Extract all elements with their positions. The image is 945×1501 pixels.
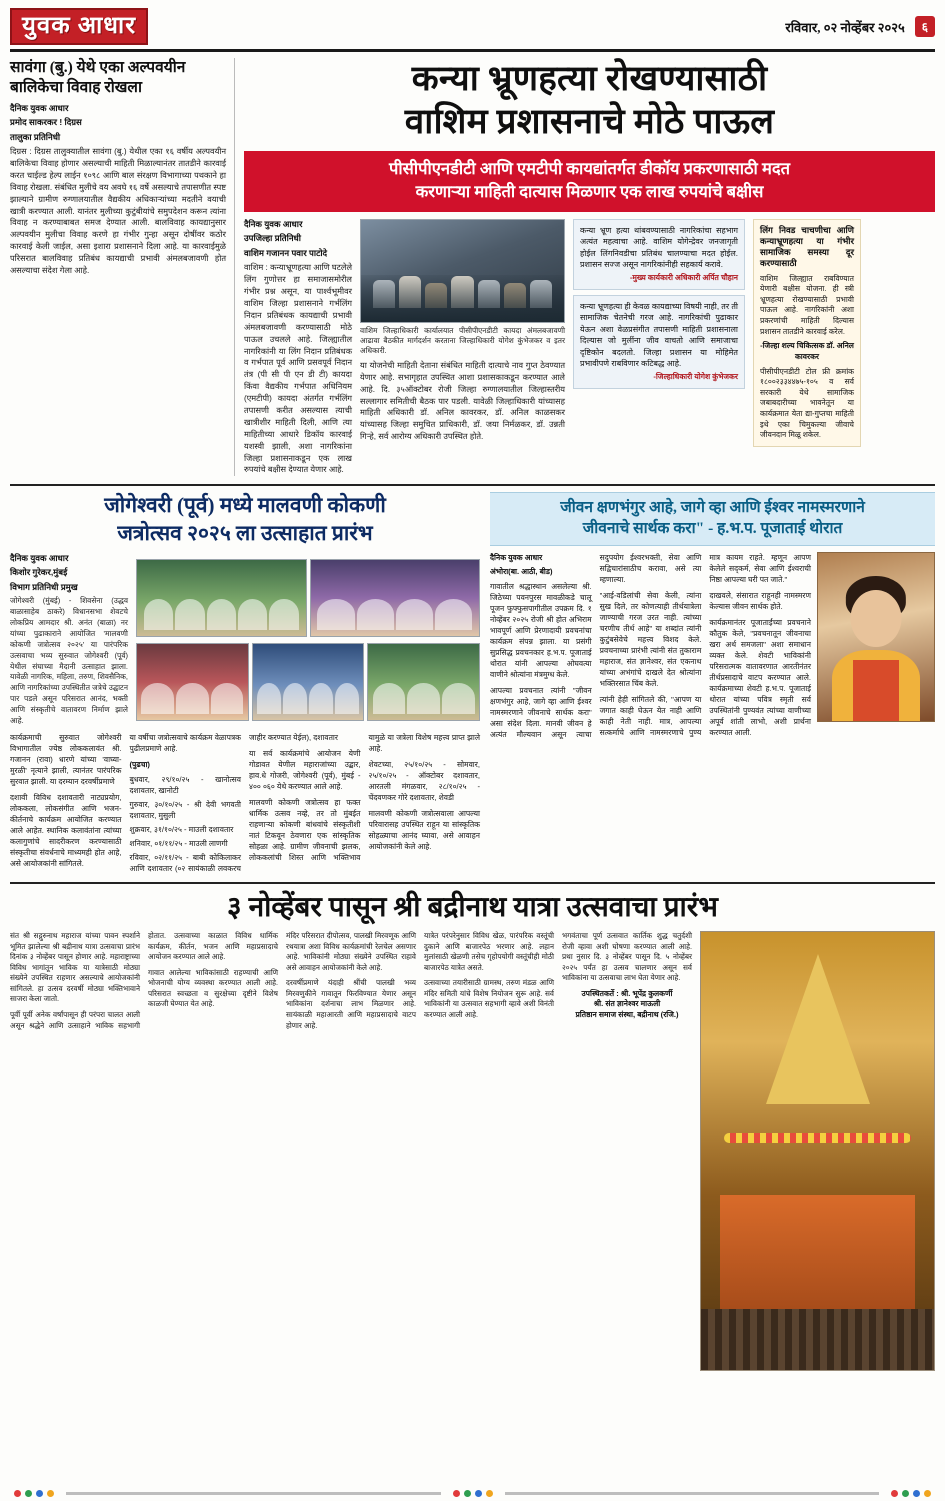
main-headline-line1: कन्या भ्रूणहत्या रोखण्यासाठी — [411, 59, 768, 98]
footer-registration-marks — [0, 1490, 945, 1497]
festival-photo-1 — [136, 559, 307, 637]
mid-right-text — [490, 552, 811, 740]
bottom-p3: गावात आलेल्या भाविकांसाठी राहण्याची आणि भोजनाची योग्य व्यवस्था करण्यात आली आहे. परिसरात स्वच्छता व सुरक्षेच्या दृष्टीने विशेष काळजी घेण्यात येत आहे. — [148, 967, 278, 1009]
bottom-headline: ३ नोव्हेंबर पासून श्री बद्रीनाथ यात्रा उत्सवाचा प्रारंभ — [227, 891, 718, 923]
bottom-text-columns — [10, 931, 692, 1371]
bottom-p6: यात्रेत परंपरेनुसार विविध खेळ, पारंपरिक वस्तूंची दुकाने आणि बाजारपेठ भरणार आहे. लहान मुलांसाठी खेळणी तसेच गृहोपयोगी वस्तूंचीही मोठी बाजारपेठ यात्रेत असते. — [424, 930, 554, 972]
mid-left-headline-1: जोगेश्वरी (पूर्व) मध्ये मालवणी कोकणी — [104, 493, 386, 518]
mid-left-photo-col — [136, 553, 480, 727]
speaker-portrait-photo — [817, 552, 935, 722]
main-col-photo — [360, 219, 565, 476]
bottom-p7: उत्सवाच्या तयारीसाठी ग्रामस्थ, तरुण मंडळ आणि मंदिर समिती यांचे विशेष नियोजन सुरू आहे. सर्व भाविकांनी या उत्सवात सहभागी व्हावे अशी विनंती करण्यात आली आहे. — [424, 978, 554, 1019]
mid-left-article — [10, 492, 480, 874]
temple-chariot-photo — [700, 931, 935, 1371]
left-article-body: दिग्रस : दिग्रस तालुक्यातील सावंगा (बु.) येथील एका १६ वर्षीय अल्पवयीन बालिकेचा विवाह होणार असल्याची माहिती मिळाल्यानंतर तातडीने कारवाई करत चाईल्ड हेल्प लाईन १०९८ आणि बाल संरक्षण विभागाच्या पथकाने हा विवाह रोखला. संबंधित मुलीचे वय अवघे १६ वर्षे असल्याचे तपासणीत स्पष्ट झाल्याने ग्रामीण रुग्णालयातील वैद्यकीय अधिकाऱ्यांच्या मदतीने वयाची खात्री करण्यात आली. यानंतर मुलीच्या कुटुंबीयांचे समुपदेशन करून त्यांना विवाह न करण्याबाबत समज देण्यात आली. बालविवाह कायद्यानुसार अल्पवयीन मुलीचा विवाह करणे हा गंभीर गुन्हा असून दोषींवर कठोर कारवाई केली जाईल, असा इशारा प्रशासनाने दिला आहे. या कारवाईमुळे परिसरात बालविवाह प्रतिबंध कायद्याची प्रभावी अंमलबजावणी होत असल्याचा संदेश गेला आहे. — [10, 147, 226, 275]
banner-line-1: पीसीपीएनडीटी आणि एमटीपी कायद्यांतर्गत डीकॉय प्रकरणासाठी मदत — [389, 159, 790, 179]
schedule-item: शुक्रवार, ३१/१०/२५ - माउली दशावतार — [129, 824, 234, 834]
mid-right-p3: "आई-वडिलांची सेवा केली, त्यांना सुख दिले, तर कोणत्याही तीर्थयात्रेला जाण्याची गरज उरत नाही. त्यांच्या चरणीच तीर्थ आहे" या शब्दांत त्यांनी कुटुंबसेवेचे महत्त्व विशद केले. प्रवचनाच्या प्रारंभी त्यांनी संत तुकाराम महाराज, संत ज्ञानेश्वर, संत एकनाथ यांच्या अभंगांचे दाखले देत श्रोत्यांना भक्तिरसात चिंब केले. — [599, 590, 702, 688]
mid-left-schedule-heading: (पुढचा) — [129, 759, 150, 769]
footer-bar — [66, 1492, 441, 1495]
schedule-item: शनिवार, ०१/११/२५ - माउली लाणगी — [129, 838, 228, 848]
footer-dots-center — [453, 1490, 493, 1497]
mid-left-footer-left: शेवटच्या, २५/१०/२५ - सोमवार, २५/१०/२५ - ऑक्टोबर दशावतार, आरतली मंगळवार, २८/१०/२५ - चेंदवणकर गोरे दशावतार, शेवडी — [368, 759, 480, 802]
mid-left-p1: जोगेश्वरी (मुंबई) - शिवसेना (उद्धव बाळासाहेब ठाकरे) विधानसभा शेवटचे लोकप्रिय आमदार श्री. अनंत (बाळा) नर यांच्या पुढाकाराने आयोजित 'मालवणी कोकणी जत्रोत्सव २०२५' या पारंपरिक उत्सवाचा भव्य सुरुवात जोगेश्वरी (पूर्व) येथील संघाच्या मैदानी उत्साहात झाला. यावेळी नागरिक, महिला, तरुण, शिवसैनिक, आणि नागरिकांच्या उपस्थितीत जत्रेचे उद्घाटन पार पडले असून परिसरात आनंद, भक्ती आणि संस्कृतीचे वातावरण निर्माण झाले आहे. — [10, 596, 128, 725]
main-byline-1: दैनिक युवक आधार — [244, 218, 303, 229]
banner-line-2: करणाऱ्या माहिती दात्यास मिळणार एक लाख रुपयांचे बक्षीस — [415, 182, 764, 202]
mid-section — [10, 492, 935, 874]
mid-right-p2: आपल्या प्रवचनात त्यांनी "जीवन क्षणभंगुर आहे, जागे व्हा आणि ईश्वर नामस्मरणाने जीवनाचे सार्थक करा" असा संदेश दिला. मानवी जीवन हे अत्यंत मौल्यवान असून त्याचा सदुपयोग ईश्वरभक्ती, सेवा आणि सद्विचारांसाठीच करावा, असे त्या म्हणाल्या. — [490, 552, 702, 739]
mid-right-headline-2: जीवनाचे सार्थक करा" - ह.भ.प. पूजाताई थोरात — [582, 519, 843, 537]
left-byline-3: तालुका प्रतिनिधी — [10, 131, 61, 142]
mid-left-byline-2: किशोर गुरेकर,मुंबई — [10, 567, 68, 578]
side-box-p2: पीसीपीएनडीटी टोल फ्री क्रमांक १८००२३३४४७५-१०५ व सर्व सरकारी येथे सामाजिक जबाबदारीच्या भावनेतून या कार्यक्रमात येता द्या-गुप्तचा माहिती इथे एका चिमुकल्या जीवाचे जीवनदान मिळू शकेल. — [760, 366, 854, 440]
left-article-headline: सावंगा (बु.) येथे एका अल्पवयीन बालिकेचा विवाह रोखला — [10, 59, 186, 96]
schedule-item: रविवार, ०२/११/२५ - बाबी कोकिलाकर आणि दशावतार (०२ सायंकाळी लवकरच जाहीर करण्यात येईल), दशावतार — [129, 732, 338, 873]
quote-attrib-2: -जिल्हाधिकारी योगेश कुंभेजकर — [653, 372, 738, 382]
main-article-intro: वाशिम : कन्याभ्रूणहत्या आणि घटलेले लिंग गुणोत्तर हा समाजासमोरील गंभीर प्रश्न असून, या पार्श्वभूमीवर वाशिम जिल्हा प्रशासनाने गर्भलिंग निदान प्रतिबंधक कायद्याची प्रभावी अंमलबजावणी करण्यासाठी मोठे पाऊल उचलले आहे. जिल्ह्यातील नागरिकांनी या लिंग निदान प्रतिबंधक व गर्भपात पूर्व आणि प्रसवपूर्व निदान तंत्र (पी सी पी एन डी टी) कायदा किंवा वैद्यकीय गर्भपात अधिनियम (एमटीपी) कायदा अंतर्गत गर्भलिंग तपासणी करीत असल्यास त्याची खात्रीशीर माहिती दिली, आणि त्या माहितीच्या आधारे डिकॉय कारवाई यशस्वी झाली, अशा नागरिकांना जिल्हा प्रशासनाकडून एक लाख रुपयांचे बक्षीस देण्यात येणार आहे. — [244, 263, 352, 475]
mid-right-byline-1: दैनिक युवक आधार — [490, 552, 543, 562]
portrait-scarf — [853, 660, 899, 720]
bottom-p8: भगवंताचा पूर्ण उत्सवात कार्तिक शुद्ध चतुर्दशी रोजी व्हावा अशी घोषणा करण्यात आली आहे. प्रथा नुसार दि. ३ नोव्हेंबर पासून दि. ५ नोव्हेंबर २०२५ पर्यंत हा उत्सव चालणार असून सर्व भाविकांना या उत्सवाचा लाभ घेता येणार आहे. — [562, 930, 692, 983]
main-byline-3: वाशिम गजानन पवार पाटोदे — [244, 247, 328, 258]
photo-people-row — [373, 273, 552, 308]
quote-box-collector — [573, 295, 745, 389]
side-box-name: -जिल्हा शल्य चिकित्सक डॉ. अनिल कावरकर — [760, 341, 854, 361]
main-col-b-text: या योजनेची माहिती देताना संबंधित माहिती दात्याचे नाव गुप्त ठेवण्यात येणार आहे. सभागृहात उपस्थित आशा प्रशासकाकडून करण्यात आले आहे. दि. ३५ऑक्टोबर रोजी जिल्हा रुग्णालयातील जिल्हास्तरीय सल्लागार समितीची बैठक पार पडली. यावेळी जिल्हाधिकारी यांच्यासह माहिती अधिकारी डॉ. अनिल कावरकर, डॉ. अनिल काळसकर यांच्यासह जिल्हा समुचित प्राधिकारी, डॉ. जया निर्मळकर, डॉ. उन्नती गिऱ्हे, सर्व आरोग्य अधिकारी उपस्थित होते. — [360, 360, 565, 442]
main-subheading-banner — [244, 151, 935, 212]
mid-right-article — [490, 492, 935, 874]
left-byline-1: दैनिक युवक आधार — [10, 102, 69, 113]
newspaper-logo — [10, 8, 148, 45]
masthead-right — [785, 16, 935, 37]
main-col-sidebox — [753, 219, 861, 476]
masthead — [10, 8, 935, 52]
temple-crowd — [701, 1309, 934, 1370]
mid-left-p6: मालवणी कोकणी जत्रोत्सव हा फक्त धार्मिक उत्सव नव्हे, तर तो मुंबईत राहणाऱ्या कोकणी बांधवांचे संस्कृतीशी नातं टिकवून ठेवणारा एक सांस्कृतिक सोहळा आहे. ग्रामीण जीवनाची झलक, लोककलांची शिस्त आणि भक्तिभाव यामुळे या जत्रेला विशेष महत्त्व प्राप्त झाले आहे. — [249, 732, 480, 862]
mid-left-p4: या वर्षीचा जत्रोत्सवाचे कार्यक्रम वेळापत्रक पुढीलप्रमाणे आहे. — [129, 732, 241, 753]
page-number-badge: ६ — [915, 16, 935, 37]
portrait-face — [850, 590, 901, 647]
quote-text-1: कन्या भ्रूण हत्या थांबवण्यासाठी नागरिकांचा सहभाग अत्यंत महत्वाचा आहे. वाशिम योगेन्द्रेवर जनजागृती होईल लिंगनिवडीचा प्रतिबंध चालण्याचा मदत होईल. प्रशासन सज्ज असून नागरिकांनीही सहकार्य करावे. — [580, 225, 738, 269]
section-divider-2 — [10, 882, 935, 884]
main-headline-line2: वाशिम प्रशासनाचे मोठे पाऊल — [404, 101, 775, 141]
bottom-section — [10, 890, 935, 1371]
mid-right-byline-2: अंभोरा(बा. आठी, बीड) — [490, 566, 553, 576]
mid-left-footer-right: मालवणी कोकणी जत्रोत्सवाला आपल्या परिवारासह उपस्थित राहून या सांस्कृतिक सोहळ्याचा आनंद घ्यावा, असे आवाहन आयोजकांनी केले आहे. — [368, 808, 480, 851]
mid-left-headline-2: जत्रोत्सव २०२५ ला उत्साहात प्रारंभ — [117, 520, 373, 545]
quote-text-2: कन्या भ्रूणहत्या ही केवळ कायद्याच्या विषयी नाही, तर ती सामाजिक चेतनेची गरज आहे. नागरिकांची पुढाकार येऊन अशा वेळप्रसंगीत तपासणी माहिती प्रशासनाला दिल्यास जो मुलींना जीव वाचतो आणि समाजाचा दृष्टिकोन बदलतो. जिल्हा प्रशासन या मोहिमेत प्रभावीपणे राबविणार कटिबद्ध आहे. — [580, 302, 738, 368]
bottom-signature-2: श्री. संत ज्ञानेश्वर माऊली — [593, 999, 661, 1009]
schedule-item: बुधवार, २९/१०/२५ - खानोत्सव दशावतार, खानोटी — [129, 774, 241, 795]
photo-caption: वाशिम जिल्हाधिकारी कार्यालयात पीसीपीएनडीटी कायदा अंमलबजावणी आढावा बैठकीत मार्गदर्शन करताना जिल्हाधिकारी योगेश कुंभेजकर व इतर अधिकारी. — [360, 325, 565, 355]
mid-left-p2: कार्यक्रमाची सुरुवात जोगेश्वरी विभागातील ज्येष्ठ लोककलावंत श्री. गजानन (रावा) धारणे यांच्या 'वाघ्या-मुरळी' नृत्याने झाली, त्यानंतर पारंपरिक सुरवात झाली. या दरम्यान दरवर्षीप्रमाणे — [10, 732, 122, 786]
section-divider-1 — [10, 484, 935, 486]
side-box-title: लिंग निवड चाचणीचा आणि कन्याभ्रूणहत्या या गंभीर सामाजिक समस्या दूर करण्यासाठी — [760, 224, 854, 269]
bottom-p2: पूर्वी पूर्वी अनेक वर्षांपासून ही परंपरा चालत आली असून श्रद्धेने आणि उत्साहाने भाविक सहभागी होतात. उत्सवाच्या काळात विविध धार्मिक कार्यक्रम, कीर्तन, भजन आणि महाप्रसादाचे आयोजन करण्यात आले आहे. — [10, 930, 278, 1030]
main-byline-2: उपजिल्हा प्रतिनिधी — [244, 233, 301, 244]
footer-dots-left — [14, 1490, 54, 1497]
mid-right-p5: दाखवले, संसारात राहूनही नामस्मरण केल्यास जीवन सार्थक होते. — [709, 590, 811, 611]
schedule-item: गुरुवार, ३०/१०/२५ - श्री देवी भगवती दशावतार, मुसुली — [129, 799, 241, 820]
festival-photo-3 — [136, 643, 249, 721]
right-column — [235, 58, 935, 476]
main-col-quotes — [573, 219, 745, 476]
mid-left-byline-3: विभाग प्रतिनिधी प्रमुख — [10, 581, 78, 592]
mid-left-byline-1: दैनिक युवक आधार — [10, 552, 69, 563]
bottom-signature-1: उपस्थितकर्ते : श्री. भूपेंद्र कुलकर्णी — [581, 988, 673, 998]
mid-right-p1: गावातील श्रद्धास्थान असलेल्या श्री. जिठेच्या पवनपुरस मावळीकडे चालू पूजन फुफ्फुसपागीतील उपक्रम दि. १ नोव्हेंबर २०२५ रोजी श्री होत अभिराम भावपूर्ण आणि प्रेरणादायी प्रवचनांचा कार्यक्रम संपन्न झाला. या प्रसंगी सुप्रसिद्ध प्रवचनकार ह.भ.प. पूजाताई थोरात यांनी आपल्या ओघवत्या वाणीने श्रोत्यांना मंत्रमुग्ध केले. — [490, 581, 592, 679]
footer-dots-right — [891, 1490, 931, 1497]
bottom-article-text — [10, 931, 692, 1031]
footer-bar-2 — [505, 1492, 880, 1495]
mid-left-body — [10, 732, 480, 874]
mid-left-byline-col — [10, 553, 128, 727]
bottom-signature-3: प्रतिष्ठान समाज संस्था, बद्रीनाथ (रजि.) — [575, 1010, 679, 1020]
mid-right-p4: त्यांनी हेही सांगितले की, "आपण या जगात काही घेऊन येत नाही आणि काही नेती नाही. मात्र, आपल्या सत्कर्माचे आणि नामस्मरणाचे पुण्य मात्र कायम राहते. म्हणून आपण केलेले सद्कर्म, सेवा आणि ईश्वराची निष्ठा आपल्या घरी पत जाते." — [599, 552, 811, 737]
bottom-body — [10, 931, 935, 1371]
left-column — [10, 58, 235, 476]
festival-photo-strip-top — [136, 559, 480, 637]
main-col-byline — [244, 219, 352, 476]
temple-garland — [724, 1133, 910, 1143]
mid-left-p3: दशावी विविध दशावतारी नाट्यप्रयोग, लोककला, लोकसंगीत आणि भजन-कीर्तनाचे कार्यक्रम आयोजित करण्यात आले आहेत. स्थानिक कलावंतांना त्यांच्या कलागुणांचे सादरीकरण करण्यासाठी संस्कृतीचा संवर्धनाचे माध्यमही होत आहे, असे आयोजकांनी सांगितले. — [10, 792, 122, 868]
bottom-p1: संत श्री सद्गुरुनाथ महाराज यांच्या पावन स्पर्शाने भूमित झालेल्या श्री बद्रीनाथ यात्रा उत्सवाचा प्रारंभ दिनांक ३ नोव्हेंबर पासून होणार आहे. महाराष्ट्राच्या विविध भागांतून भाविक या यात्रेसाठी मोठ्या संख्येने उपस्थित राहणार असल्याचे आयोजकांनी सांगितले. हा उत्सव दरवर्षी मोठ्या भक्तिभावाने साजरा केला जातो. — [10, 930, 140, 1004]
main-article-columns — [244, 219, 935, 476]
meeting-photo — [360, 219, 565, 323]
festival-photo-4 — [252, 643, 365, 721]
mid-left-top-row — [10, 553, 480, 727]
festival-photo-2 — [310, 559, 481, 637]
side-info-box — [753, 219, 861, 447]
top-area — [10, 58, 935, 476]
mid-right-p6: कार्यक्रमानंतर पूजाताईंच्या प्रवचनाने कौतुक केले, "प्रवचनातून जीवनाचा खरा अर्थ समजला" अशा समाधान व्यक्त केले. शेवटी भाविकांनी परिसरात्मक वातावरणात आरतीनंतर तीर्थप्रसादाचे वाटप करण्यात आले. कार्यक्रमाच्या शेवटी ह.भ.प. पूजाताई थोरात यांच्या पवित्र स्मृती सर्व उपस्थितांनी पुण्यवंत त्यांच्या वाणीच्या अपूर्व शांती लाभो, अशी प्रार्थना करण्यात आली. — [709, 617, 811, 737]
mid-right-body-wrap — [490, 552, 935, 740]
publication-date: रविवार, ०२ नोव्हेंबर २०२५ — [785, 19, 905, 35]
mid-left-p5: या सर्व कार्यक्रमांचे आयोजन येणी गोडावत येणील महाराजांच्या उद्बार, हाव.धे गोजरी, जोगेश्वरी (पूर्व), मुंबई - ४०० ०६० येथे करण्यात आले आहे. — [249, 748, 361, 791]
logo-text: युवक आधार — [22, 13, 137, 39]
bottom-p5: दरवर्षीप्रमाणे यंदाही श्रींची पालखी भव्य मिरवणुकीने गावातून फिरविण्यात येणार असून भाविकांना दर्शनाचा लाभ मिळणार आहे. सायंकाळी महाआरती आणि महाप्रसादाचे वाटप होणार आहे. — [286, 978, 416, 1030]
bottom-p4: मंदिर परिसरात दीपोत्सव, पालखी मिरवणूक आणि रथयात्रा अशा विविध कार्यक्रमांची रेलचेल असणार आहे. भाविकांनी मोठ्या संख्येने उपस्थित राहावे असे आवाहन आयोजकांनी केले आहे. — [286, 930, 416, 972]
festival-photo-strip-bottom — [136, 643, 480, 721]
left-byline-2: प्रमोद साकरकर ! दिग्रस — [10, 117, 82, 128]
quote-attrib-1: -मुख्य कार्यकारी अधिकारी अर्पित चौहान — [629, 273, 738, 283]
quote-box-ceo — [573, 219, 745, 290]
festival-photo-5 — [367, 643, 480, 721]
mid-right-headline-band — [490, 492, 935, 545]
mid-right-headline-1: जीवन क्षणभंगुर आहे, जागे व्हा आणि ईश्वर नामस्मरणाने — [560, 499, 865, 517]
side-box-p1: वाशिम जिल्ह्यात राबविण्यात येणारी बक्षीस योजना. ही स्त्री भ्रूणहत्या रोखण्यासाठी प्रभावी पाऊल आहे. नागरिकांनी अशा प्रकरणांची माहिती दिल्यास प्रशासन तातडीने कारवाई करेल. — [760, 273, 854, 336]
temple-spire — [766, 954, 870, 1104]
